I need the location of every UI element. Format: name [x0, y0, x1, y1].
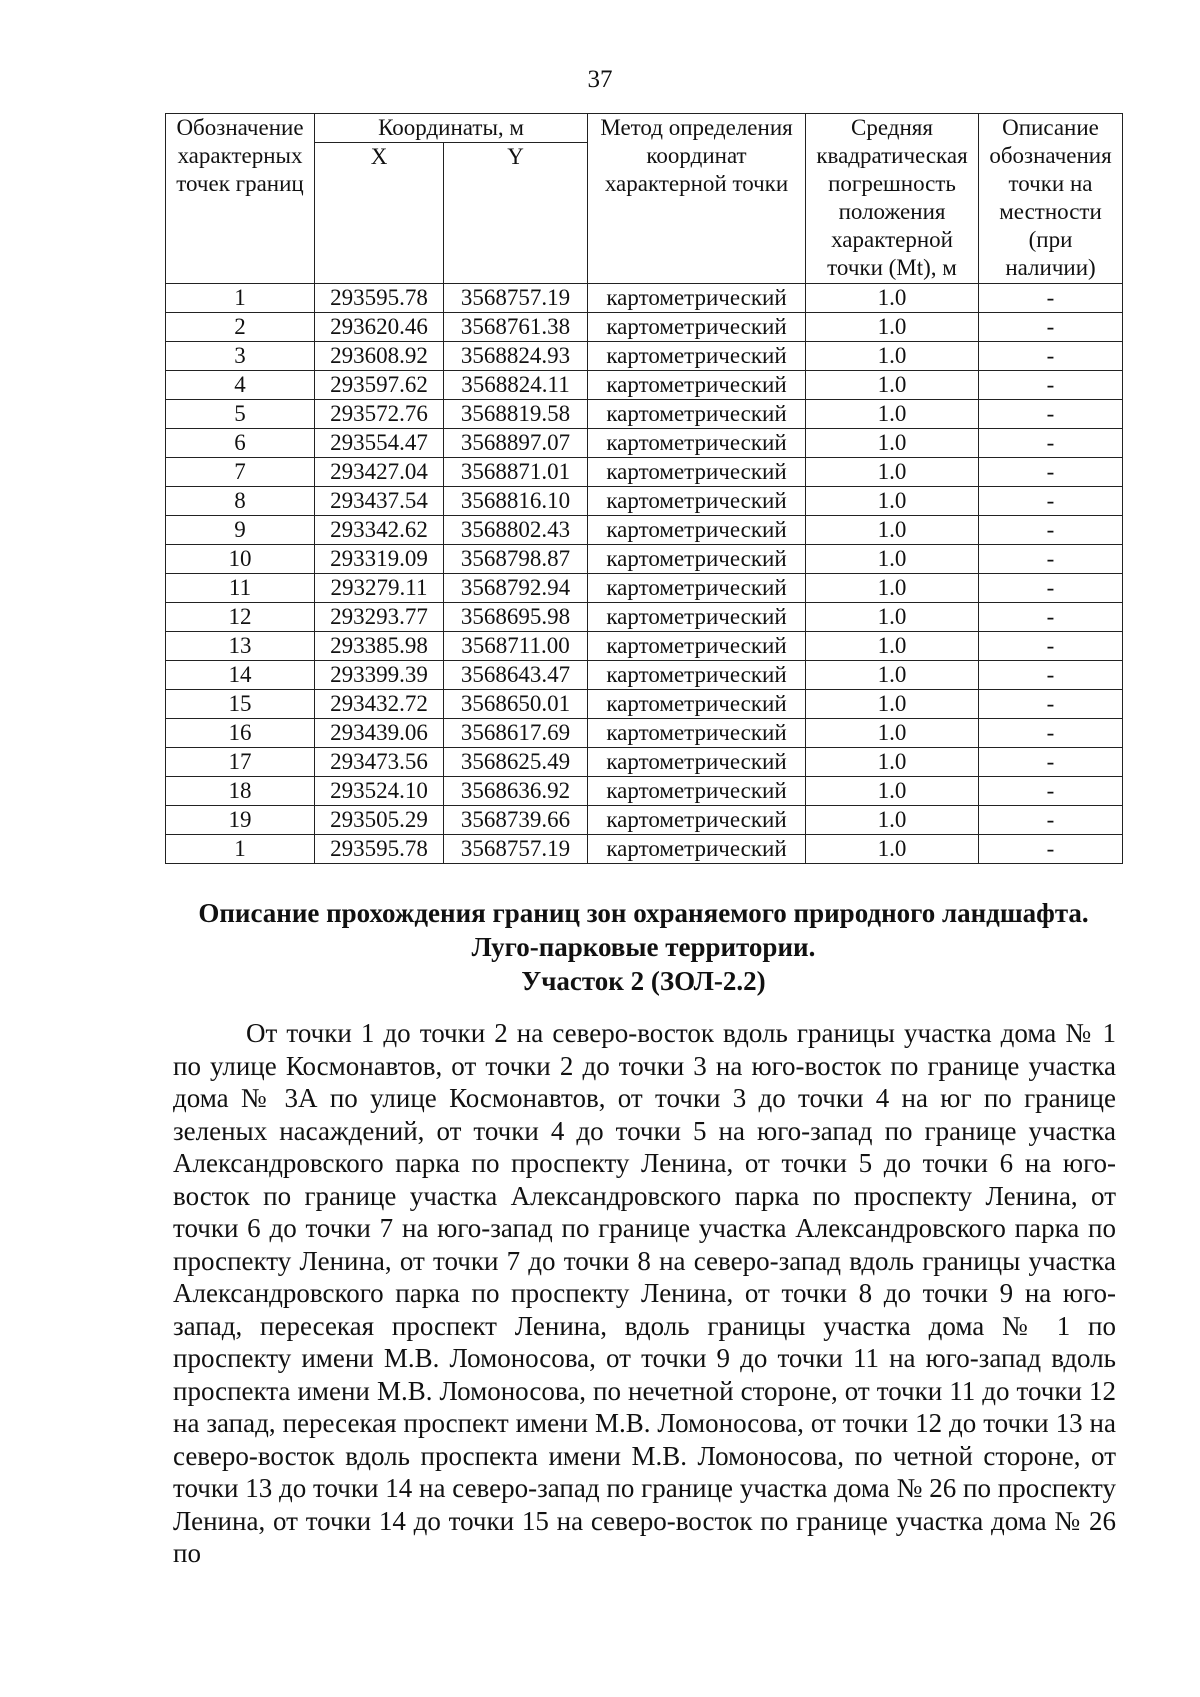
cell-method: картометрический: [588, 313, 806, 342]
cell-x: 293427.04: [315, 458, 444, 487]
cell-x: 293279.11: [315, 574, 444, 603]
cell-method: картометрический: [588, 487, 806, 516]
cell-point: 1: [166, 284, 315, 313]
cell-description: -: [979, 458, 1123, 487]
cell-y: 3568816.10: [444, 487, 588, 516]
section-title-line-2: Луго-парковые территории.: [471, 932, 816, 962]
cell-y: 3568650.01: [444, 690, 588, 719]
cell-error: 1.0: [806, 371, 979, 400]
cell-description: -: [979, 835, 1123, 864]
cell-y: 3568636.92: [444, 777, 588, 806]
cell-point: 18: [166, 777, 315, 806]
cell-y: 3568757.19: [444, 835, 588, 864]
cell-method: картометрический: [588, 284, 806, 313]
table-row: [166, 661, 1123, 690]
table-row: [166, 690, 1123, 719]
table-row: [166, 545, 1123, 574]
cell-point: 19: [166, 806, 315, 835]
cell-y: 3568625.49: [444, 748, 588, 777]
cell-x: 293595.78: [315, 835, 444, 864]
cell-description: -: [979, 574, 1123, 603]
coordinates-table: [165, 113, 1123, 864]
cell-error: 1.0: [806, 806, 979, 835]
cell-y: 3568824.93: [444, 342, 588, 371]
cell-method: картометрический: [588, 719, 806, 748]
header-y: Y: [444, 143, 588, 284]
cell-method: картометрический: [588, 516, 806, 545]
cell-description: -: [979, 777, 1123, 806]
cell-method: картометрический: [588, 661, 806, 690]
section-title-line-1: Описание прохождения границ зон охраняемого природного ландшафта.: [198, 898, 1089, 928]
table-row: [166, 284, 1123, 313]
cell-x: 293385.98: [315, 632, 444, 661]
cell-error: 1.0: [806, 690, 979, 719]
section-title: [165, 896, 1122, 998]
cell-error: 1.0: [806, 661, 979, 690]
table-row: [166, 516, 1123, 545]
cell-y: 3568792.94: [444, 574, 588, 603]
cell-point: 17: [166, 748, 315, 777]
cell-error: 1.0: [806, 284, 979, 313]
cell-point: 7: [166, 458, 315, 487]
cell-description: -: [979, 313, 1123, 342]
cell-method: картометрический: [588, 748, 806, 777]
table-row: [166, 487, 1123, 516]
cell-description: -: [979, 690, 1123, 719]
table-row: [166, 371, 1123, 400]
cell-x: 293319.09: [315, 545, 444, 574]
cell-y: 3568824.11: [444, 371, 588, 400]
cell-method: картометрический: [588, 371, 806, 400]
cell-method: картометрический: [588, 574, 806, 603]
cell-error: 1.0: [806, 429, 979, 458]
cell-description: -: [979, 661, 1123, 690]
cell-y: 3568871.01: [444, 458, 588, 487]
cell-point: 4: [166, 371, 315, 400]
cell-error: 1.0: [806, 632, 979, 661]
cell-description: -: [979, 545, 1123, 574]
table-row: [166, 719, 1123, 748]
cell-x: 293608.92: [315, 342, 444, 371]
cell-y: 3568739.66: [444, 806, 588, 835]
cell-method: картометрический: [588, 458, 806, 487]
cell-method: картометрический: [588, 632, 806, 661]
table-row: [166, 603, 1123, 632]
cell-method: картометрический: [588, 777, 806, 806]
cell-y: 3568617.69: [444, 719, 588, 748]
cell-error: 1.0: [806, 400, 979, 429]
cell-method: картометрический: [588, 429, 806, 458]
cell-x: 293505.29: [315, 806, 444, 835]
cell-point: 14: [166, 661, 315, 690]
cell-x: 293293.77: [315, 603, 444, 632]
cell-x: 293524.10: [315, 777, 444, 806]
header-description: Описание обозначения точки на местности (при наличии): [979, 114, 1123, 284]
cell-method: картометрический: [588, 806, 806, 835]
table-row: [166, 777, 1123, 806]
cell-description: -: [979, 806, 1123, 835]
cell-description: -: [979, 400, 1123, 429]
cell-error: 1.0: [806, 458, 979, 487]
table-row: [166, 342, 1123, 371]
cell-y: 3568643.47: [444, 661, 588, 690]
table-row: [166, 458, 1123, 487]
cell-x: 293597.62: [315, 371, 444, 400]
cell-y: 3568798.87: [444, 545, 588, 574]
cell-point: 3: [166, 342, 315, 371]
cell-description: -: [979, 429, 1123, 458]
cell-error: 1.0: [806, 545, 979, 574]
table-row: [166, 400, 1123, 429]
cell-x: 293595.78: [315, 284, 444, 313]
cell-error: 1.0: [806, 487, 979, 516]
cell-description: -: [979, 632, 1123, 661]
header-designation: Обозначение характерных точек границ: [166, 114, 315, 284]
cell-method: картометрический: [588, 545, 806, 574]
cell-error: 1.0: [806, 835, 979, 864]
cell-error: 1.0: [806, 777, 979, 806]
cell-x: 293399.39: [315, 661, 444, 690]
cell-y: 3568802.43: [444, 516, 588, 545]
cell-point: 10: [166, 545, 315, 574]
table-row: [166, 632, 1123, 661]
cell-method: картометрический: [588, 400, 806, 429]
cell-method: картометрический: [588, 835, 806, 864]
cell-error: 1.0: [806, 516, 979, 545]
cell-point: 12: [166, 603, 315, 632]
cell-point: 16: [166, 719, 315, 748]
cell-point: 8: [166, 487, 315, 516]
table-row: [166, 574, 1123, 603]
cell-x: 293437.54: [315, 487, 444, 516]
cell-y: 3568757.19: [444, 284, 588, 313]
table-row: [166, 313, 1123, 342]
page-number: 37: [587, 66, 613, 93]
cell-method: картометрический: [588, 690, 806, 719]
cell-point: 5: [166, 400, 315, 429]
header-coordinates: Координаты, м: [315, 114, 588, 143]
cell-error: 1.0: [806, 748, 979, 777]
cell-x: 293473.56: [315, 748, 444, 777]
cell-point: 2: [166, 313, 315, 342]
table-row: [166, 748, 1123, 777]
table-row: [166, 835, 1123, 864]
cell-x: 293572.76: [315, 400, 444, 429]
cell-description: -: [979, 284, 1123, 313]
section-title-line-3: Участок 2 (ЗОЛ-2.2): [521, 966, 766, 996]
cell-y: 3568711.00: [444, 632, 588, 661]
table-row: [166, 806, 1123, 835]
cell-error: 1.0: [806, 574, 979, 603]
cell-description: -: [979, 603, 1123, 632]
cell-point: 1: [166, 835, 315, 864]
cell-y: 3568761.38: [444, 313, 588, 342]
cell-description: -: [979, 342, 1123, 371]
table-body: [166, 284, 1123, 864]
cell-point: 13: [166, 632, 315, 661]
cell-method: картометрический: [588, 603, 806, 632]
cell-y: 3568897.07: [444, 429, 588, 458]
cell-error: 1.0: [806, 719, 979, 748]
cell-point: 15: [166, 690, 315, 719]
cell-description: -: [979, 371, 1123, 400]
cell-y: 3568695.98: [444, 603, 588, 632]
cell-x: 293432.72: [315, 690, 444, 719]
cell-method: картометрический: [588, 342, 806, 371]
cell-description: -: [979, 487, 1123, 516]
cell-error: 1.0: [806, 342, 979, 371]
cell-x: 293342.62: [315, 516, 444, 545]
cell-x: 293620.46: [315, 313, 444, 342]
cell-point: 6: [166, 429, 315, 458]
cell-y: 3568819.58: [444, 400, 588, 429]
cell-error: 1.0: [806, 603, 979, 632]
cell-x: 293439.06: [315, 719, 444, 748]
table-row: [166, 429, 1123, 458]
cell-point: 11: [166, 574, 315, 603]
cell-x: 293554.47: [315, 429, 444, 458]
header-method: Метод определения координат характерной точки: [588, 114, 806, 284]
header-error: Средняя квадратическая погрешность положения характерной точки (Mt), м: [806, 114, 979, 284]
cell-description: -: [979, 748, 1123, 777]
header-x: X: [315, 143, 444, 284]
cell-error: 1.0: [806, 313, 979, 342]
boundary-description-paragraph: От точки 1 до точки 2 на северо-восток вдоль границы участка дома № 1 по улице Космонавтов, от точки 2 до точки 3 на юго-восток по границе участка дома № 3А по улице Космонавтов, от точки 3 до точки 4 на юг по границе зеленых насаждений, от точки 4 до точки 5 на юго-запад по границе участка Александровского парка по проспекту Ленина, от точки 5 до точки 6 на юго-восток по границе участка Александровского парка по проспекту Ленина, от точки 6 до точки 7 на юго-запад по границе участка Александровского парка по проспекту Ленина, от точки 7 до точки 8 на северо-запад вдоль границы участка Александровского парка по проспекту Ленина, от точки 8 до точки 9 на юго-запад, пересекая проспект Ленина, вдоль границы участка дома № 1 по проспекту имени М.В. Ломоносова, от точки 9 до точки 11 на юго-запад вдоль проспекта имени М.В. Ломоносова, по нечетной стороне, от точки 11 до точки 12 на запад, пересекая проспект имени М.В. Ломоносова, от точки 12 до точки 13 на северо-восток вдоль проспекта имени М.В. Ломоносова, по четной стороне, от точки 13 до точки 14 на северо-запад по границе участка дома № 26 по проспекту Ленина, от точки 14 до точки 15 на северо-восток по границе участка дома № 26 по: [173, 1018, 1116, 1568]
cell-description: -: [979, 516, 1123, 545]
cell-point: 9: [166, 516, 315, 545]
cell-description: -: [979, 719, 1123, 748]
